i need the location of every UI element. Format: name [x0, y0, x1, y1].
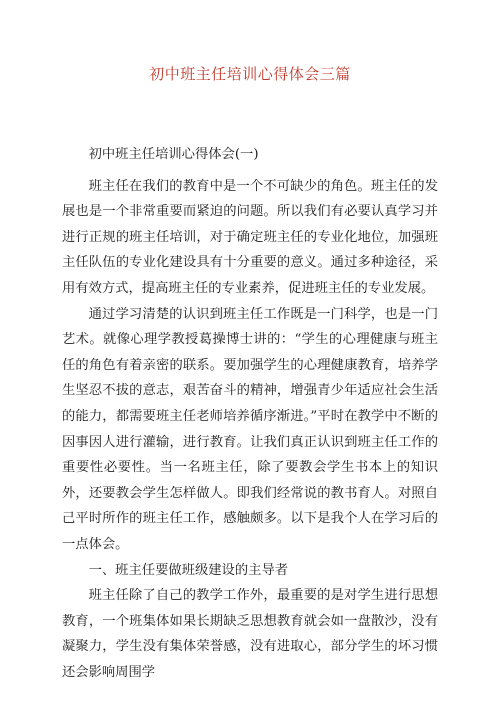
document-title: 初中班主任培训心得体会三篇	[149, 65, 351, 83]
document-subtitle: 初中班主任培训心得体会(一)	[88, 147, 259, 162]
section-paragraph: 班主任除了自己的教学工作外，最重要的是对学生进行思想教育，一个班集体如果长期缺乏思想教育就会如一盘散沙，没有凝聚力，学生没有集体荣誉感，没有进取心，部分学生的坏习惯还会影响周围学	[62, 588, 438, 680]
section-heading: 一、班主任要做班级建设的主导者	[88, 562, 289, 578]
body-paragraph-1: 班主任在我们的教育中是一个不可缺少的角色。班主任的发展也是一个非常重要而紧迫的问题。所以我们有必要认真学习并进行正规的班主任培训，对于确定班主任的专业化地位，加强班主任队伍的专业化建设具有十分重要的意义。通过多种途径，采用有效方式，提高班主任的专业素养，促进班主任的专业发展。	[62, 178, 438, 296]
body-paragraph-2: 通过学习清楚的认识到班主任工作既是一门科学，也是一门艺术。就像心理学教授葛操博士讲的：“学生的心理健康与班主任的角色有着亲密的联系。要加强学生的心理健康教育，培养学生坚忍不拔的意志，艰苦奋斗的精神，增强青少年适应社会生活的能力，都需要班主任老师培养循序渐进。”平时在教学中不断的因事因人进行灌输，进行教育。让我们真正认识到班主任工作的重要性必要性。当一名班主任，除了要教会学生书本上的知识外，还要教会学生怎样做人。即我们经常说的教书育人。对照自己平时所作的班主任工作，感触颇多。以下是我个人在学习后的一点体会。	[62, 306, 438, 552]
document-body	[62, 142, 438, 685]
